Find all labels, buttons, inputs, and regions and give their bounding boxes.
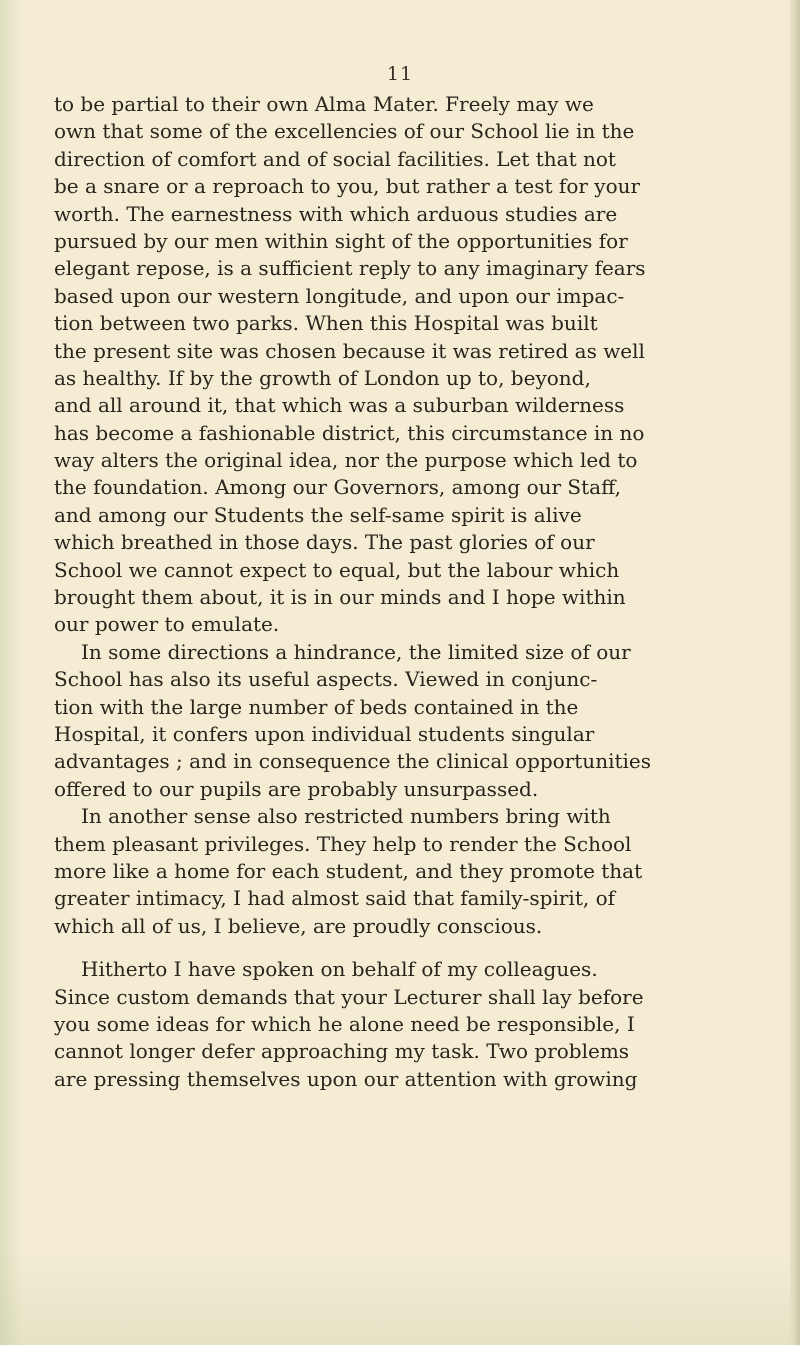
- text-line: Since custom demands that your Lecturer shall lay before: [54, 984, 644, 1009]
- text-line: direction of comfort and of social facilities. Let that not: [54, 146, 616, 171]
- text-line: tion with the large number of beds contained in the: [54, 694, 579, 719]
- text-line: worth. The earnestness with which arduous studies are: [54, 201, 618, 226]
- text-line: In some directions a hindrance, the limited size of our: [81, 639, 631, 664]
- text-line: greater intimacy, I had almost said that family-spirit, of: [54, 886, 616, 911]
- text-line: way alters the original idea, nor the purpose which led to: [54, 448, 638, 473]
- text-line: are pressing themselves upon our attention with growing: [54, 1066, 638, 1091]
- text-line: and all around it, that which was a suburban wilderness: [54, 393, 625, 418]
- paragraph-gap: [54, 940, 794, 956]
- text-line: as healthy. If by the growth of London up to, beyond,: [54, 365, 591, 390]
- paragraph-1: [54, 91, 794, 639]
- paragraph-4: [54, 956, 794, 1093]
- text-line: to be partial to their own Alma Mater. Freely may we: [54, 92, 594, 116]
- text-line: which breathed in those days. The past glories of our: [54, 530, 595, 555]
- text-line: Hospital, it confers upon individual students singular: [54, 721, 595, 746]
- text-line: own that some of the excellencies of our School lie in the: [54, 119, 635, 144]
- body-text: [54, 91, 794, 1093]
- text-line: cannot longer defer approaching my task. Two problems: [54, 1039, 630, 1064]
- text-line: brought them about, it is in our minds and I hope within: [54, 585, 626, 610]
- text-line: In another sense also restricted numbers bring with: [81, 804, 611, 829]
- text-line: pursued by our men within sight of the opportunities for: [54, 228, 628, 253]
- text-line: based upon our western longitude, and upon our impac-: [54, 283, 625, 308]
- text-line: tion between two parks. When this Hospital was built: [54, 311, 598, 336]
- text-line: Hitherto I have spoken on behalf of my colleagues.: [81, 957, 598, 982]
- text-line: which all of us, I believe, are proudly conscious.: [54, 913, 543, 938]
- text-line: elegant repose, is a sufficient reply to any imaginary fears: [54, 256, 646, 281]
- text-line: be a snare or a reproach to you, but rather a test for your: [54, 174, 641, 199]
- page-number: 11: [386, 63, 414, 85]
- text-line: School we cannot expect to equal, but the labour which: [54, 557, 620, 582]
- text-line: them pleasant privileges. They help to render the School: [54, 831, 632, 856]
- text-line: advantages ; and in consequence the clinical opportunities: [54, 749, 652, 774]
- text-line: School has also its useful aspects. Viewed in conjunc-: [54, 667, 598, 692]
- text-line: has become a fashionable district, this circumstance in no: [54, 420, 645, 445]
- text-line: you some ideas for which he alone need be responsible, I: [54, 1011, 635, 1036]
- paragraph-3: [54, 803, 794, 940]
- text-line: offered to our pupils are probably unsurpassed.: [54, 776, 539, 801]
- text-line: our power to emulate.: [54, 612, 280, 637]
- text-line: the present site was chosen because it was retired as well: [54, 338, 645, 363]
- text-line: and among our Students the self-same spirit is alive: [54, 502, 582, 527]
- text-line: more like a home for each student, and they promote that: [54, 858, 643, 883]
- paragraph-2: [54, 639, 794, 803]
- text-line: the foundation. Among our Governors, among our Staff,: [54, 475, 621, 500]
